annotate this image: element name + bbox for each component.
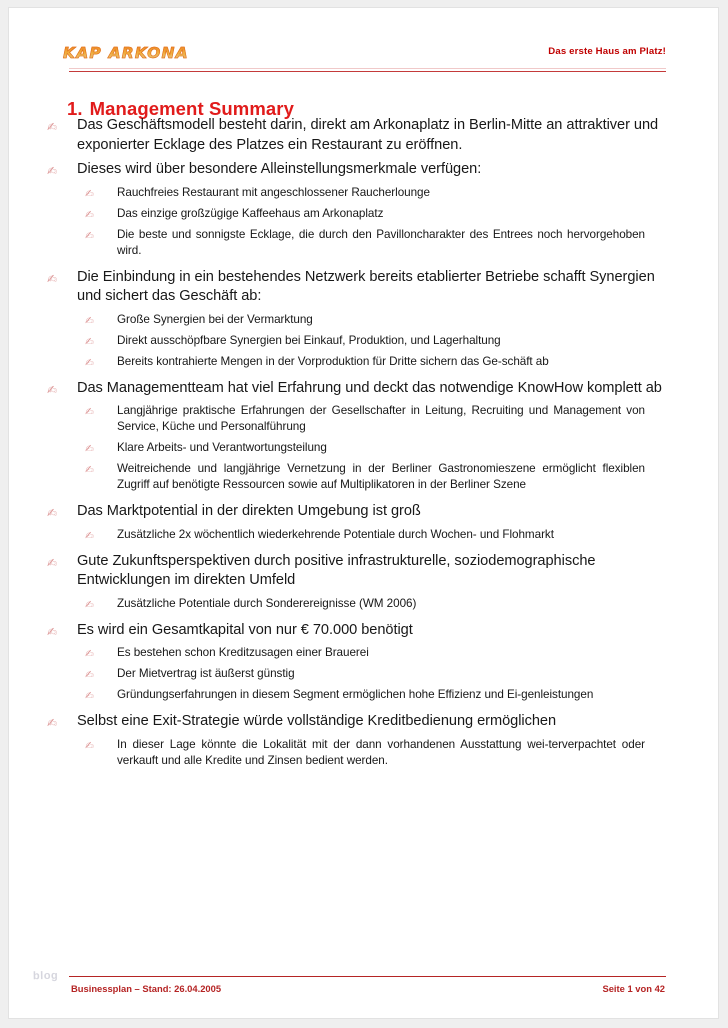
bullet-text: Zusätzliche Potentiale durch Sonderereignisse (WM 2006) (117, 596, 417, 610)
pen-bullet-icon: ✍ (85, 356, 94, 369)
watermark: blog (32, 969, 59, 983)
pen-bullet-icon: ✍ (85, 208, 94, 221)
pen-bullet-icon: ✍ (47, 716, 58, 730)
bullet-item-level-1 (9, 268, 719, 307)
bullet-text: Weitreichende und langjährige Vernetzung in der Berliner Gastronomieszene ermöglicht flexiblen Zugriff auf benötigte Ressourcen sowie auf Multiplikatoren in der Berliner Szene (117, 462, 645, 491)
bullet-text: Große Synergien bei der Vermarktung (117, 312, 313, 326)
bullet-item-level-2 (9, 227, 719, 259)
kap-arkona-logo: KAP ARKONA (63, 44, 189, 62)
pen-bullet-icon: ✍ (85, 529, 94, 542)
page-title-text: Management Summary (89, 98, 294, 120)
document-body (9, 116, 719, 774)
bullet-item-level-1 (9, 160, 719, 180)
bullet-item-level-2 (9, 645, 719, 661)
bullet-item-level-1 (9, 116, 719, 155)
bullet-item-level-2 (9, 440, 719, 456)
pen-bullet-icon: ✍ (85, 739, 94, 752)
pen-bullet-icon: ✍ (85, 335, 94, 348)
bullet-item-level-2 (9, 206, 719, 222)
bullet-text: Das Geschäftsmodell besteht darin, direkt am Arkonaplatz in Berlin-Mitte an attraktiver und exponierter Ecklage des Platzes ein Restaurant zu eröffnen. (77, 117, 659, 153)
bullet-text: Gute Zukunftsperspektiven durch positive infrastrukturelle, soziodemographische Entwicklungen im direkten Umfeld (77, 552, 596, 588)
bullet-item-level-2 (9, 527, 719, 543)
bullet-text: Bereits kontrahierte Mengen in der Vorproduktion für Dritte sichern das Ge-schäft ab (117, 354, 549, 368)
bullet-text: Das Marktpotential in der direkten Umgebung ist groß (77, 503, 421, 519)
bullet-text: Das Managementteam hat viel Erfahrung und deckt das notwendige KnowHow komplett ab (77, 379, 662, 396)
header-rule (69, 71, 666, 72)
bullet-text: Die beste und sonnigste Ecklage, die durch den Pavilloncharakter des Entrees noch hervorgehoben wird. (117, 227, 645, 257)
bullet-item-level-2 (9, 403, 719, 435)
bullet-item-level-2 (9, 737, 719, 769)
bullet-item-level-1 (9, 552, 719, 591)
bullet-text: Gründungserfahrungen in diesem Segment ermöglichen hohe Effizienz und Ei-genleistungen (117, 688, 594, 701)
bullet-item-level-1 (9, 621, 719, 641)
bullet-item-level-1 (9, 502, 719, 522)
pen-bullet-icon: ✍ (85, 690, 94, 702)
bullet-text: Direkt ausschöpfbare Synergien bei Einkauf, Produktion, und Lagerhaltung (117, 333, 501, 347)
bullet-text: Langjährige praktische Erfahrungen der Gesellschafter in Leitung, Recruiting und Management von Service, Küche und Personalführung (117, 404, 645, 433)
pen-bullet-icon: ✍ (85, 669, 94, 681)
bullet-text: Das einzige großzügige Kaffeehaus am Arkonaplatz (117, 206, 384, 220)
bullet-item-level-2 (9, 185, 719, 201)
bullet-item-level-1 (9, 712, 719, 732)
bullet-text: Es bestehen schon Kreditzusagen einer Brauerei (117, 646, 369, 659)
pen-bullet-icon: ✍ (47, 624, 58, 639)
pen-bullet-icon: ✍ (47, 555, 58, 570)
page-header (63, 42, 666, 74)
bullet-item-level-2 (9, 312, 719, 328)
bullet-item-level-1 (9, 379, 719, 399)
bullet-item-level-2 (9, 687, 719, 703)
footer-page-number: Seite 1 von 42 (602, 983, 665, 994)
footer-document-label: Businessplan – Stand: 26.04.2005 (71, 983, 222, 994)
bullet-item-level-2 (9, 596, 719, 612)
pen-bullet-icon: ✍ (85, 598, 94, 611)
pen-bullet-icon: ✍ (85, 443, 94, 455)
bullet-text: Es wird ein Gesamtkapital von nur € 70.000 benötigt (77, 621, 413, 638)
bullet-text: Zusätzliche 2x wöchentlich wiederkehrende Potentiale durch Wochen- und Flohmarkt (117, 527, 554, 541)
page-footer (63, 976, 666, 1002)
pen-bullet-icon: ✍ (47, 271, 58, 286)
bullet-text: Rauchfreies Restaurant mit angeschlossener Raucherlounge (117, 185, 430, 199)
bullet-text: In dieser Lage könnte die Lokalität mit der dann vorhandenen Ausstattung wei-terverpachtet oder verkauft und alle Kredite und Zinsen bedient werden. (117, 737, 645, 767)
pen-bullet-icon: ✍ (47, 164, 58, 178)
bullet-text: Die Einbindung in ein bestehendes Netzwerk bereits etablierter Betriebe schafft Synergien und sichert das Geschäft ab: (77, 268, 655, 304)
pen-bullet-icon: ✍ (85, 648, 94, 660)
bullet-item-level-2 (9, 461, 719, 493)
bullet-text: Dieses wird über besondere Alleinstellungsmerkmale verfügen: (77, 161, 482, 177)
bullet-item-level-2 (9, 666, 719, 682)
pen-bullet-icon: ✍ (85, 464, 94, 476)
header-rule-light (69, 68, 666, 69)
bullet-item-level-2 (9, 354, 719, 370)
bullet-item-level-2 (9, 333, 719, 349)
bullet-text: Selbst eine Exit-Strategie würde vollständige Kreditbedienung ermöglichen (77, 713, 557, 729)
pen-bullet-icon: ✍ (85, 229, 94, 242)
pen-bullet-icon: ✍ (47, 506, 58, 520)
bullet-text: Der Mietvertrag ist äußerst günstig (117, 667, 295, 680)
page-title-number: 1. (67, 98, 83, 120)
header-tagline: Das erste Haus am Platz! (548, 46, 666, 57)
pen-bullet-icon: ✍ (85, 406, 94, 418)
pen-bullet-icon: ✍ (85, 314, 94, 327)
pen-bullet-icon: ✍ (85, 187, 94, 200)
pen-bullet-icon: ✍ (47, 382, 58, 397)
pen-bullet-icon: ✍ (47, 120, 58, 134)
footer-rule (69, 976, 666, 977)
document-page (8, 7, 719, 1019)
bullet-text: Klare Arbeits- und Verantwortungsteilung (117, 441, 327, 454)
